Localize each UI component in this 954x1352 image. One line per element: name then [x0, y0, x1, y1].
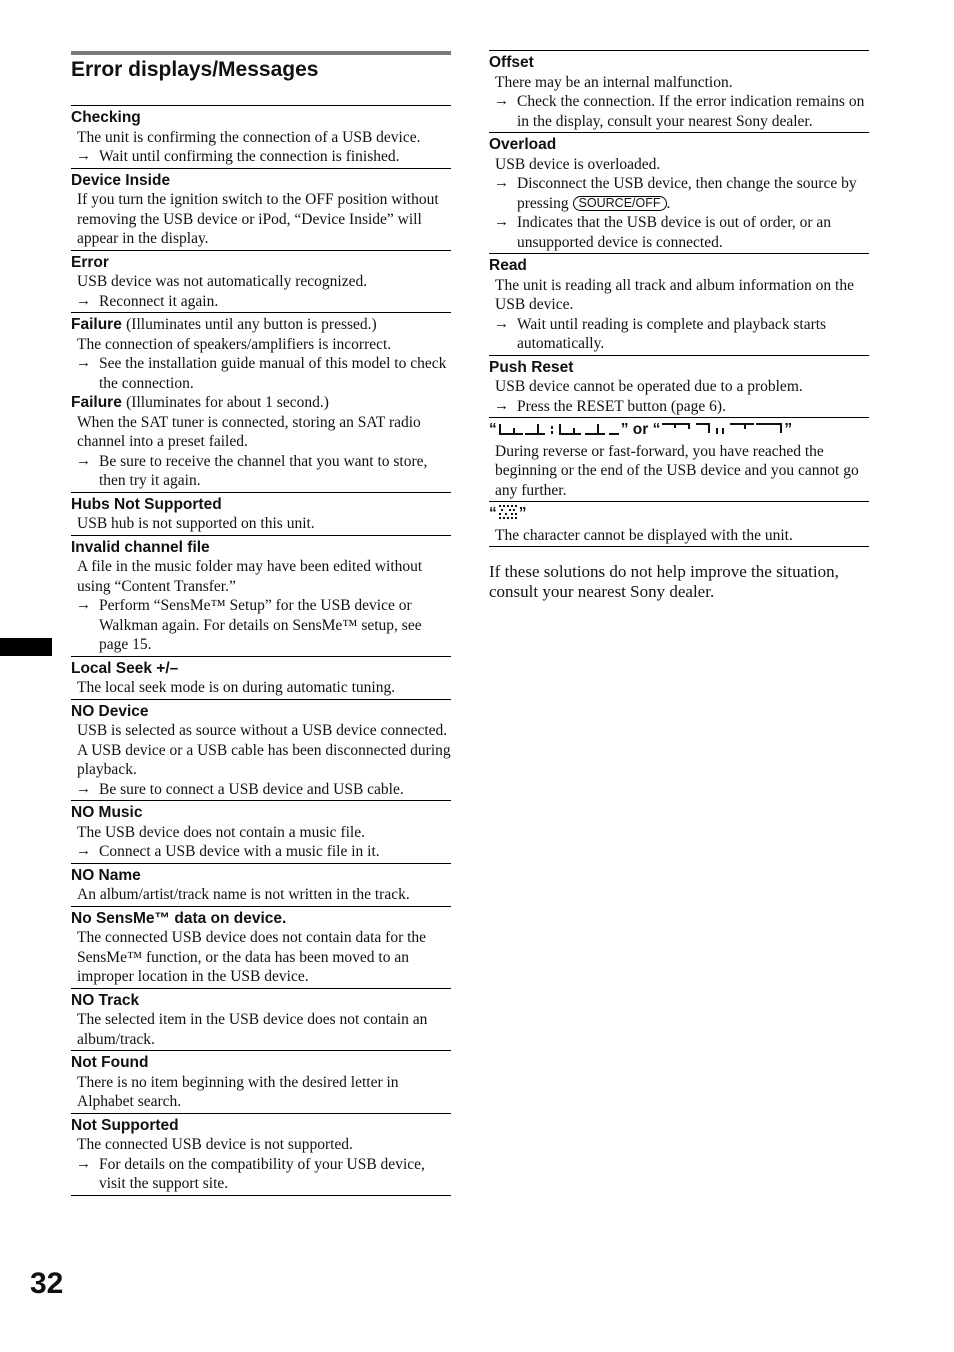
arrow-icon: →	[76, 843, 91, 859]
entry-body: USB device cannot be operated due to a problem.	[495, 378, 803, 395]
entry-body: If you turn the ignition switch to the OFF position without removing the USB device or iPod, “Device Inside” will appear in the display.	[77, 191, 439, 247]
entry-bullet	[494, 174, 869, 213]
entry-body: The local seek mode is on during automatic tuning.	[77, 679, 396, 696]
entry-segment-message	[489, 417, 869, 501]
heading-text: Failure	[71, 394, 122, 411]
entry-body: The selected item in the USB device does not contain an album/track.	[77, 1011, 428, 1048]
entry-heading	[489, 420, 869, 442]
entry-bullet	[76, 147, 451, 167]
quote-close: ”	[784, 421, 793, 438]
entry-bullet	[76, 452, 451, 491]
entry-not-supported	[71, 1113, 451, 1196]
entry-heading: Local Seek +/–	[71, 659, 179, 677]
bullet-text: Be sure to connect a USB device and USB cable.	[99, 780, 404, 798]
entry-no-device	[71, 699, 451, 801]
entry-heading: NO Name	[71, 866, 141, 884]
entry-bullet	[76, 780, 451, 800]
arrow-icon: →	[494, 175, 509, 191]
entry-bullet	[76, 842, 451, 862]
quote-open: “	[489, 505, 497, 522]
entry-heading	[489, 504, 869, 526]
arrow-icon: →	[76, 597, 91, 613]
arrow-icon: →	[76, 355, 91, 371]
entry-body: The character cannot be displayed with the unit.	[495, 526, 793, 544]
entry-error	[71, 250, 451, 313]
entry-bullet	[494, 213, 869, 252]
entry-body: USB hub is not supported on this unit.	[77, 515, 315, 532]
arrow-icon: →	[494, 397, 509, 414]
arrow-icon: →	[76, 452, 91, 469]
entry-body: The connection of speakers/amplifiers is incorrect.	[77, 335, 392, 353]
bullet-text: Indicates that the USB device is out of order, or an unsupported device is connected.	[517, 214, 832, 251]
segment-display-icon-start	[497, 422, 621, 442]
entry-checking	[71, 105, 451, 168]
bullet-text: For details on the compatibility of your USB device, visit the support site.	[99, 1155, 425, 1192]
entry-bullet	[76, 354, 451, 393]
closing-note: If these solutions do not help improve the situation, consult your nearest Sony dealer.	[489, 562, 839, 601]
bullet-text: Wait until reading is complete and playback starts automatically.	[517, 315, 827, 352]
entry-local-seek	[71, 656, 451, 699]
entry-body: There is no item beginning with the desired letter in Alphabet search.	[77, 1073, 399, 1110]
arrow-icon: →	[76, 780, 91, 797]
quote-open: “	[489, 421, 497, 438]
entry-body: USB device is overloaded.	[495, 155, 661, 173]
arrow-icon: →	[76, 148, 91, 164]
arrow-icon: →	[494, 214, 509, 230]
entry-char-message	[489, 501, 869, 547]
page-number: 32	[30, 1267, 64, 1300]
entry-device-inside	[71, 168, 451, 250]
entry-heading: Hubs Not Supported	[71, 495, 222, 513]
entry-heading: Overload	[489, 136, 557, 153]
arrow-icon: →	[76, 1155, 91, 1172]
entry-body: There may be an internal malfunction.	[495, 73, 733, 91]
bullet-text-end: .	[666, 194, 671, 212]
section-tab	[0, 638, 52, 656]
entry-not-found	[71, 1050, 451, 1113]
bullet-text: Press the RESET button (page 6).	[517, 397, 726, 415]
bullet-text: Connect a USB device with a music file in it.	[99, 843, 380, 860]
entry-bullet	[76, 292, 451, 312]
entry-heading: Error	[71, 253, 109, 271]
entry-heading: NO Track	[71, 991, 140, 1009]
entry-offset	[489, 50, 869, 132]
entry-body: USB device was not automatically recognized.	[77, 273, 368, 290]
entry-heading: Device Inside	[71, 171, 171, 189]
entry-heading	[71, 393, 451, 413]
entry-push-reset	[489, 355, 869, 418]
bullet-text: Check the connection. If the error indication remains on in the display, consult your nearest Sony dealer.	[517, 93, 865, 130]
bullet-text: See the installation guide manual of this model to check the connection.	[99, 355, 447, 392]
entry-body: The connected USB device is not supported.	[77, 1136, 353, 1153]
entry-bullet	[76, 1155, 451, 1194]
entry-heading: Checking	[71, 109, 141, 126]
dot-matrix-char-icon	[497, 504, 519, 526]
entry-heading: Invalid channel file	[71, 538, 210, 556]
quote-open: “	[652, 421, 661, 438]
arrow-icon: →	[494, 315, 509, 332]
left-entries	[71, 105, 451, 1196]
entry-bullet	[494, 92, 869, 131]
entry-body: A file in the music folder may have been edited without using “Content Transfer.”	[77, 558, 423, 595]
entry-no-name	[71, 863, 451, 906]
entry-body: During reverse or fast-forward, you have reached the beginning or the end of the USB device and you cannot go any further.	[495, 442, 859, 499]
arrow-icon: →	[494, 93, 509, 109]
entry-no-sensme	[71, 906, 451, 988]
entry-body: An album/artist/track name is not written in the track.	[77, 886, 410, 903]
entry-bullet	[494, 315, 869, 354]
entry-bullet	[494, 397, 869, 417]
heading-note: (Illuminates for about 1 second.)	[126, 394, 329, 411]
entry-overload	[489, 132, 869, 253]
entry-heading: Push Reset	[489, 358, 574, 376]
heading-note: (Illuminates until any button is pressed.)	[126, 316, 377, 333]
entry-no-music	[71, 800, 451, 863]
bullet-text: Disconnect the USB device, then change the source by pressing	[517, 175, 857, 212]
right-entries	[489, 50, 869, 601]
bullet-text: Wait until confirming the connection is finished.	[99, 148, 400, 165]
entry-read	[489, 253, 869, 355]
entry-heading: Not Found	[71, 1054, 149, 1071]
entry-body: The unit is confirming the connection of a USB device.	[77, 128, 421, 146]
or-joiner: or	[628, 421, 653, 438]
entry-heading: NO Music	[71, 804, 143, 821]
entry-bullet	[76, 596, 451, 655]
entry-heading: No SensMe™ data on device.	[71, 909, 287, 927]
entry-body: The USB device does not contain a music file.	[77, 823, 365, 841]
entry-body: When the SAT tuner is connected, storing an SAT radio channel into a preset failed.	[77, 413, 421, 450]
entry-heading: Not Supported	[71, 1116, 179, 1134]
entry-heading	[71, 315, 451, 335]
entry-heading: Read	[489, 257, 527, 274]
entry-heading: Offset	[489, 54, 534, 71]
quote-close: ”	[518, 505, 527, 522]
entry-heading: NO Device	[71, 702, 149, 720]
entry-no-track	[71, 988, 451, 1051]
bullet-text: Perform “SensMe™ Setup” for the USB device or Walkman again. For details on SensMe™ setup, see page 15.	[99, 597, 422, 653]
bullet-text: Be sure to receive the channel that you want to store, then try it again.	[99, 452, 428, 489]
entry-failure	[71, 312, 451, 492]
bullet-text: Reconnect it again.	[99, 292, 219, 310]
title-rule	[71, 51, 451, 55]
segment-display-icon-end	[660, 422, 784, 442]
entry-body: USB is selected as source without a USB device connected. A USB device or a USB cable has been disconnected during playback.	[77, 722, 451, 778]
arrow-icon: →	[76, 292, 91, 309]
entry-hubs	[71, 492, 451, 535]
source-off-key: SOURCE/OFF	[573, 196, 667, 211]
entry-body: The unit is reading all track and album information on the USB device.	[495, 276, 854, 313]
entry-body: The connected USB device does not contain data for the SensMe™ function, or the data has been moved to an improper location in the USB device.	[77, 929, 427, 985]
quote-close: ”	[620, 421, 629, 438]
page-title: Error displays/Messages	[71, 58, 319, 81]
heading-text: Failure	[71, 316, 122, 333]
entry-invalid-channel	[71, 535, 451, 656]
